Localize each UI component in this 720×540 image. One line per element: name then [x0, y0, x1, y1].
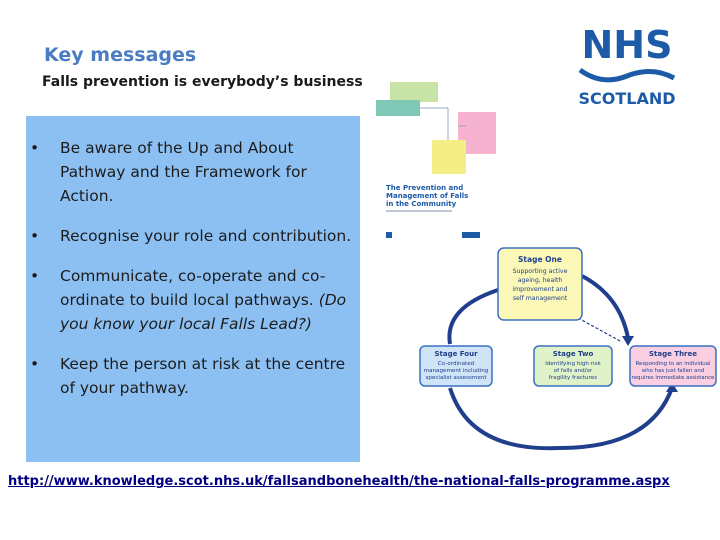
svg-text:Supporting active: Supporting active — [512, 268, 568, 275]
logo-nhs-text: NHS — [581, 23, 673, 67]
bullet-item — [30, 136, 360, 208]
svg-text:Co-ordinated: Co-ordinated — [437, 361, 475, 367]
stage-two-title: Stage Two — [552, 350, 594, 358]
cover-title-line2: Management of Falls — [386, 192, 469, 200]
bullet-dot: • — [30, 355, 40, 373]
svg-text:of falls and/or: of falls and/or — [553, 368, 593, 374]
bullet-item — [30, 264, 360, 336]
cover-title-line1: The Prevention and — [386, 184, 464, 192]
bullet-text: Communicate, co-operate and co-ordinate to build local pathways. — [60, 267, 326, 309]
stage-three-title: Stage Three — [648, 350, 698, 358]
cover-block-teal — [376, 100, 420, 116]
document-cover-thumbnail — [376, 82, 496, 252]
bullet-text: Be aware of the Up and About Pathway and the Framework for Action. — [60, 139, 307, 205]
nhs-scotland-logo — [572, 20, 682, 112]
falls-programme-link[interactable]: http://www.knowledge.scot.nhs.uk/fallsandbonehealth/the-national-falls-programme.aspx — [8, 474, 670, 489]
bullet-dot: • — [30, 227, 40, 245]
arrowhead-icon — [622, 336, 634, 346]
svg-text:improvement and: improvement and — [512, 286, 568, 293]
bullet-dot: • — [30, 139, 40, 157]
stage-one-title: Stage One — [518, 255, 562, 264]
logo-scotland-text: SCOTLAND — [578, 89, 676, 108]
cover-title-line3: in the Community — [386, 200, 457, 208]
bullet-text: Recognise your role and contribution. — [60, 227, 352, 245]
slide-subtitle: Falls prevention is everybody’s business — [42, 74, 363, 90]
stage-four-box — [420, 346, 492, 386]
svg-text:management including: management including — [423, 368, 489, 374]
bullet-dot: • — [30, 267, 40, 285]
cover-small-logo-icon — [386, 232, 392, 238]
cover-block-yellow — [432, 140, 466, 174]
svg-text:who has just fallen and: who has just fallen and — [641, 368, 705, 374]
stage-one-box — [498, 248, 582, 320]
slide-title: Key messages — [44, 44, 197, 66]
arrow-one-to-three — [582, 276, 628, 338]
svg-text:fragility fractures: fragility fractures — [548, 375, 598, 381]
stage-two-box — [534, 346, 612, 386]
svg-text:self management: self management — [512, 295, 568, 302]
logo-wave-icon — [580, 70, 674, 80]
stage-four-title: Stage Four — [434, 350, 478, 358]
cover-block-green — [390, 82, 438, 102]
arrow-one-to-four — [449, 290, 498, 344]
stage-three-box — [630, 346, 716, 386]
falls-pathway-stages-diagram — [410, 238, 720, 460]
bullet-italic-note: (Do you know your local Falls Lead?) — [60, 291, 347, 333]
svg-text:ageing, health: ageing, health — [517, 277, 563, 284]
bullet-item — [30, 352, 360, 400]
svg-text:Responding to an individual: Responding to an individual — [635, 361, 711, 367]
svg-text:specialist assessment: specialist assessment — [425, 375, 487, 381]
svg-text:Identifying high risk: Identifying high risk — [545, 361, 601, 367]
bullet-text: Keep the person at risk at the centre of your pathway. — [60, 355, 346, 397]
svg-text:requires immediate assistance: requires immediate assistance — [631, 375, 715, 381]
arrow-bottom-cycle — [450, 388, 672, 448]
key-messages-list — [30, 136, 360, 416]
bullet-item — [30, 224, 360, 248]
